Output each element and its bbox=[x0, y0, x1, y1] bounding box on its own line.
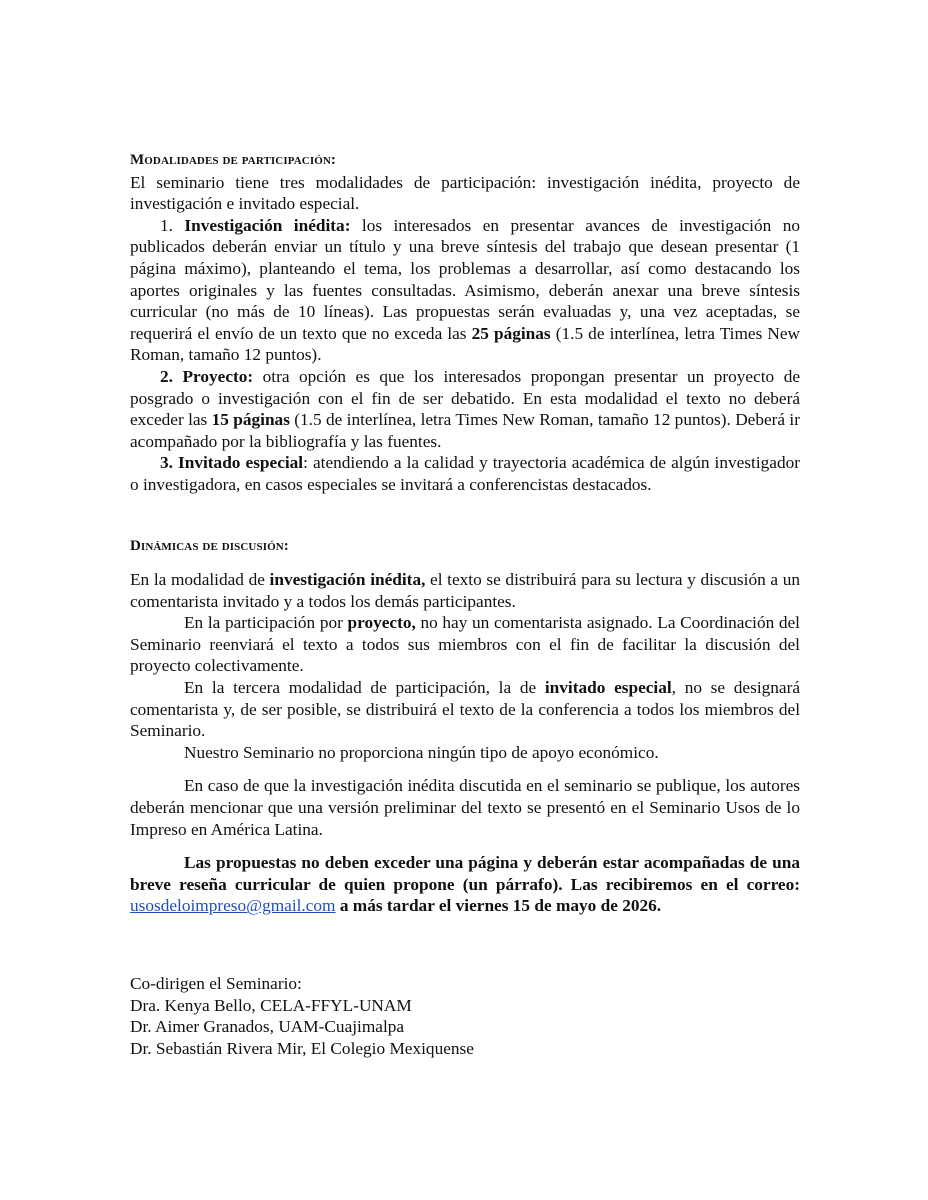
item-page-limit: 15 páginas bbox=[211, 410, 290, 430]
item-number: 1. bbox=[160, 215, 173, 235]
emphasis: investigación inédita, bbox=[269, 570, 426, 590]
emphasis: proyecto, bbox=[347, 613, 416, 633]
section-heading-dinamicas: Dinámicas de discusión: bbox=[130, 537, 289, 554]
signatory-institution: CELA-FFYL-UNAM bbox=[260, 995, 412, 1015]
signatory-name: Dr. Aimer Granados, bbox=[130, 1017, 279, 1037]
item-text: (1.5 de interlínea, letra Times New Roman, tamaño 12 puntos). bbox=[130, 323, 801, 365]
item-text: (1.5 de interlínea, letra Times New Roman, tamaño 12 puntos). Deberá ir acompañado por la bibliografía y las fuentes. bbox=[130, 410, 800, 451]
item-proyecto bbox=[130, 366, 800, 452]
text-run: En la participación por bbox=[184, 613, 348, 633]
text-run: En la tercera modalidad de participación, la de bbox=[184, 678, 545, 698]
text-run: Las propuestas no deben exceder una página y deberán estar acompañadas de una breve reseña curricular de quien propone (un párrafo). Las recibiremos en el correo: bbox=[130, 853, 800, 894]
item-label: Investigación inédita: bbox=[184, 215, 351, 235]
signatory-institution: UAM bbox=[278, 1017, 319, 1037]
signatories bbox=[130, 973, 800, 1059]
modalidades-intro: El seminario tiene tres modalidades de participación: investigación inédita, proyecto de investigación e invitado especial. bbox=[130, 172, 800, 214]
document-body bbox=[130, 150, 800, 1059]
emphasis: invitado especial bbox=[544, 678, 672, 698]
text-run: En la modalidad de bbox=[130, 570, 270, 590]
signatory-line bbox=[130, 995, 800, 1017]
paragraph-apoyo: Nuestro Seminario no proporciona ningún tipo de apoyo económico. bbox=[184, 742, 659, 762]
item-investigacion-inedita bbox=[130, 215, 800, 366]
signatories-intro: Co-dirigen el Seminario: bbox=[130, 974, 302, 993]
paragraph-publicacion: En caso de que la investigación inédita discutida en el seminario se publique, los autores deberán mencionar que una versión preliminar del texto se presentó en el Seminario Usos de lo Impreso en América Latina. bbox=[130, 776, 800, 839]
paragraph-deadline bbox=[130, 852, 800, 917]
item-text: otra opción es que los interesados propongan presentar un proyecto de posgrado o investigación con el fin de ser debatido. En esta modalidad el texto no deberá exceder las bbox=[130, 366, 800, 430]
email-link[interactable]: usosdeloimpreso@gmail.com bbox=[130, 896, 336, 916]
item-page-limit: 25 páginas bbox=[471, 323, 551, 343]
text-run: a más tardar el viernes 15 de mayo de 2026. bbox=[335, 896, 662, 916]
paragraph-invitado bbox=[130, 677, 800, 742]
text-run: el texto se distribuirá para su lectura y discusión a un comentarista invitado y a todos los demás participantes. bbox=[130, 570, 800, 611]
item-text: los interesados en presentar avances de investigación no publicados deberán enviar un título y una breve síntesis del trabajo que desean presentar (1 página máximo), planteando el tema, los problemas a desarrollar, así como destacando los aportes originales y las fuentes consultadas. Asimismo, deberán anexar una breve síntesis curricular (no más de 10 líneas). Las propuestas serán evaluadas y, una vez aceptadas, se requerirá el envío de un texto que no exceda las bbox=[130, 215, 800, 343]
text-run: no hay un comentarista asignado. La Coordinación del Seminario reenviará el texto a todos sus miembros con el fin de facilitar la discusión del proyecto colectivamente. bbox=[130, 613, 800, 676]
signatory-institution-rest: -Cuajimalpa bbox=[318, 1017, 405, 1037]
paragraph-inedita bbox=[130, 569, 800, 612]
section-heading-modalidades: Modalidades de participación: bbox=[130, 152, 336, 168]
text-run: , no se designará comentarista y, de ser posible, se distribuirá el texto de la conferencia a todos los miembros del Seminario. bbox=[130, 678, 800, 741]
paragraph-proyecto bbox=[130, 612, 800, 677]
item-label: 3. Invitado especial bbox=[160, 453, 304, 473]
item-invitado-especial bbox=[130, 452, 800, 495]
item-text: : atendiendo a la calidad y trayectoria académica de algún investigador o investigadora, en casos especiales se invitará a conferencistas destacados. bbox=[130, 453, 800, 494]
signatory-line: Dr. Sebastián Rivera Mir, El Colegio Mexiquense bbox=[130, 1038, 474, 1058]
signatory-name: Dra. Kenya Bello, bbox=[130, 995, 261, 1015]
item-label: 2. Proyecto: bbox=[160, 366, 254, 386]
signatory-line bbox=[130, 1016, 800, 1038]
